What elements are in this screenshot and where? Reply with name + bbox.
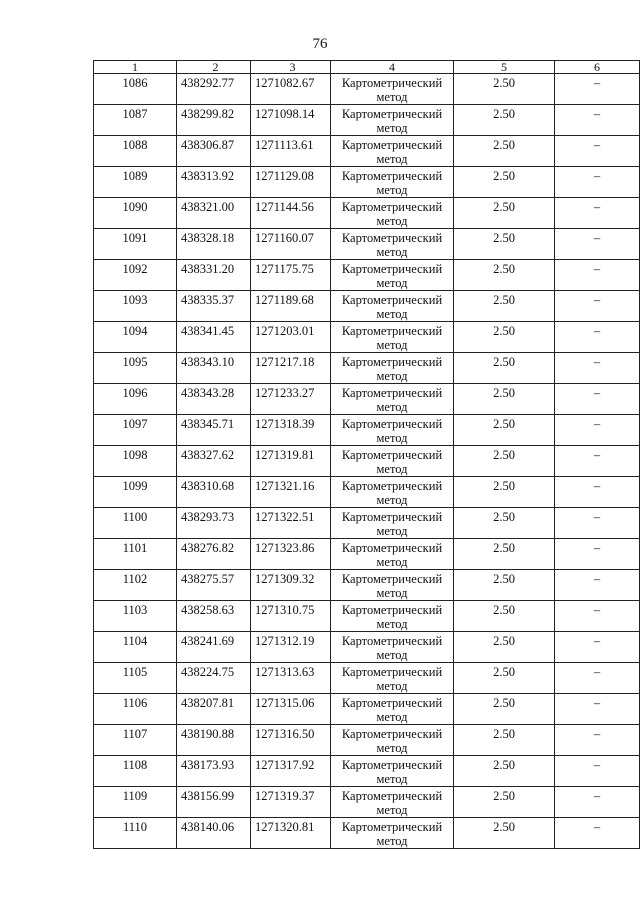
point-number-cell: 1104 <box>94 632 177 663</box>
y-coordinate-cell: 1271233.27 <box>251 384 331 415</box>
accuracy-cell: 2.50 <box>454 446 555 477</box>
method-line-2: метод <box>376 369 408 383</box>
y-coordinate-cell: 1271082.67 <box>251 74 331 105</box>
method-cell <box>331 694 454 725</box>
method-cell <box>331 818 454 849</box>
accuracy-cell: 2.50 <box>454 818 555 849</box>
point-number-cell: 1098 <box>94 446 177 477</box>
method-cell <box>331 415 454 446</box>
method-cell <box>331 725 454 756</box>
method-line-1: Картометрический <box>341 138 443 152</box>
x-coordinate-cell: 438328.18 <box>177 229 251 260</box>
y-coordinate-cell: 1271319.81 <box>251 446 331 477</box>
method-cell <box>331 508 454 539</box>
x-coordinate-cell: 438321.00 <box>177 198 251 229</box>
method-line-2: метод <box>376 214 408 228</box>
table-row <box>94 477 640 508</box>
method-cell <box>331 136 454 167</box>
method-line-2: метод <box>376 679 408 693</box>
table-row <box>94 167 640 198</box>
accuracy-cell: 2.50 <box>454 260 555 291</box>
x-coordinate-cell: 438292.77 <box>177 74 251 105</box>
y-coordinate-cell: 1271320.81 <box>251 818 331 849</box>
method-line-2: метод <box>376 462 408 476</box>
x-coordinate-cell: 438224.75 <box>177 663 251 694</box>
method-cell <box>331 756 454 787</box>
method-line-1: Картометрический <box>341 820 443 834</box>
method-line-2: метод <box>376 772 408 786</box>
y-coordinate-cell: 1271316.50 <box>251 725 331 756</box>
accuracy-cell: 2.50 <box>454 136 555 167</box>
point-number-cell: 1094 <box>94 322 177 353</box>
point-number-cell: 1110 <box>94 818 177 849</box>
method-line-1: Картометрический <box>341 324 443 338</box>
method-cell <box>331 74 454 105</box>
method-cell <box>331 353 454 384</box>
accuracy-cell: 2.50 <box>454 198 555 229</box>
method-line-1: Картометрический <box>341 262 443 276</box>
note-cell: – <box>555 105 640 136</box>
point-number-cell: 1109 <box>94 787 177 818</box>
accuracy-cell: 2.50 <box>454 353 555 384</box>
x-coordinate-cell: 438331.20 <box>177 260 251 291</box>
method-cell <box>331 663 454 694</box>
x-coordinate-cell: 438335.37 <box>177 291 251 322</box>
point-number-cell: 1093 <box>94 291 177 322</box>
y-coordinate-cell: 1271189.68 <box>251 291 331 322</box>
point-number-cell: 1106 <box>94 694 177 725</box>
y-coordinate-cell: 1271160.07 <box>251 229 331 260</box>
method-line-2: метод <box>376 245 408 259</box>
column-header: 6 <box>555 61 640 74</box>
y-coordinate-cell: 1271175.75 <box>251 260 331 291</box>
note-cell: – <box>555 198 640 229</box>
method-line-2: метод <box>376 617 408 631</box>
method-line-1: Картометрический <box>341 293 443 307</box>
note-cell: – <box>555 725 640 756</box>
accuracy-cell: 2.50 <box>454 291 555 322</box>
accuracy-cell: 2.50 <box>454 74 555 105</box>
method-line-1: Картометрический <box>341 510 443 524</box>
accuracy-cell: 2.50 <box>454 787 555 818</box>
method-cell <box>331 105 454 136</box>
note-cell: – <box>555 601 640 632</box>
method-line-2: метод <box>376 524 408 538</box>
table-row <box>94 818 640 849</box>
note-cell: – <box>555 539 640 570</box>
accuracy-cell: 2.50 <box>454 167 555 198</box>
accuracy-cell: 2.50 <box>454 663 555 694</box>
method-line-1: Картометрический <box>341 634 443 648</box>
table-header-row <box>94 61 640 74</box>
note-cell: – <box>555 508 640 539</box>
note-cell: – <box>555 229 640 260</box>
accuracy-cell: 2.50 <box>454 384 555 415</box>
table-row <box>94 322 640 353</box>
method-line-2: метод <box>376 90 408 104</box>
method-line-1: Картометрический <box>341 169 443 183</box>
method-cell <box>331 198 454 229</box>
table-row <box>94 601 640 632</box>
method-line-1: Картометрический <box>341 789 443 803</box>
accuracy-cell: 2.50 <box>454 725 555 756</box>
accuracy-cell: 2.50 <box>454 508 555 539</box>
table-row <box>94 787 640 818</box>
point-number-cell: 1096 <box>94 384 177 415</box>
note-cell: – <box>555 756 640 787</box>
x-coordinate-cell: 438140.06 <box>177 818 251 849</box>
point-number-cell: 1103 <box>94 601 177 632</box>
method-cell <box>331 167 454 198</box>
x-coordinate-cell: 438173.93 <box>177 756 251 787</box>
method-line-1: Картометрический <box>341 448 443 462</box>
method-cell <box>331 477 454 508</box>
table-row <box>94 725 640 756</box>
table-row <box>94 291 640 322</box>
method-line-1: Картометрический <box>341 200 443 214</box>
accuracy-cell: 2.50 <box>454 477 555 508</box>
x-coordinate-cell: 438276.82 <box>177 539 251 570</box>
method-cell <box>331 291 454 322</box>
point-number-cell: 1090 <box>94 198 177 229</box>
x-coordinate-cell: 438190.88 <box>177 725 251 756</box>
y-coordinate-cell: 1271313.63 <box>251 663 331 694</box>
method-line-2: метод <box>376 493 408 507</box>
table-row <box>94 756 640 787</box>
method-cell <box>331 446 454 477</box>
x-coordinate-cell: 438341.45 <box>177 322 251 353</box>
y-coordinate-cell: 1271310.75 <box>251 601 331 632</box>
method-cell <box>331 601 454 632</box>
y-coordinate-cell: 1271322.51 <box>251 508 331 539</box>
method-line-1: Картометрический <box>341 107 443 121</box>
method-line-2: метод <box>376 431 408 445</box>
method-line-2: метод <box>376 152 408 166</box>
accuracy-cell: 2.50 <box>454 570 555 601</box>
point-number-cell: 1092 <box>94 260 177 291</box>
note-cell: – <box>555 632 640 663</box>
note-cell: – <box>555 384 640 415</box>
method-line-2: метод <box>376 276 408 290</box>
note-cell: – <box>555 477 640 508</box>
accuracy-cell: 2.50 <box>454 415 555 446</box>
x-coordinate-cell: 438207.81 <box>177 694 251 725</box>
method-line-2: метод <box>376 648 408 662</box>
column-header: 1 <box>94 61 177 74</box>
page-number: 76 <box>312 36 328 52</box>
method-line-1: Картометрический <box>341 76 443 90</box>
accuracy-cell: 2.50 <box>454 229 555 260</box>
point-number-cell: 1107 <box>94 725 177 756</box>
x-coordinate-cell: 438343.10 <box>177 353 251 384</box>
y-coordinate-cell: 1271098.14 <box>251 105 331 136</box>
point-number-cell: 1101 <box>94 539 177 570</box>
method-line-2: метод <box>376 555 408 569</box>
table-body <box>94 74 640 849</box>
method-line-1: Картометрический <box>341 355 443 369</box>
table-row <box>94 74 640 105</box>
y-coordinate-cell: 1271323.86 <box>251 539 331 570</box>
accuracy-cell: 2.50 <box>454 539 555 570</box>
point-number-cell: 1088 <box>94 136 177 167</box>
point-number-cell: 1099 <box>94 477 177 508</box>
y-coordinate-cell: 1271113.61 <box>251 136 331 167</box>
coordinates-table <box>93 60 640 849</box>
table-row <box>94 663 640 694</box>
note-cell: – <box>555 415 640 446</box>
table-row <box>94 229 640 260</box>
note-cell: – <box>555 818 640 849</box>
accuracy-cell: 2.50 <box>454 632 555 663</box>
table-row <box>94 260 640 291</box>
method-line-2: метод <box>376 121 408 135</box>
x-coordinate-cell: 438241.69 <box>177 632 251 663</box>
x-coordinate-cell: 438345.71 <box>177 415 251 446</box>
table-row <box>94 353 640 384</box>
note-cell: – <box>555 353 640 384</box>
table-row <box>94 446 640 477</box>
method-line-2: метод <box>376 338 408 352</box>
note-cell: – <box>555 694 640 725</box>
method-line-1: Картометрический <box>341 727 443 741</box>
table-row <box>94 198 640 229</box>
method-line-1: Картометрический <box>341 479 443 493</box>
point-number-cell: 1087 <box>94 105 177 136</box>
method-line-2: метод <box>376 307 408 321</box>
point-number-cell: 1086 <box>94 74 177 105</box>
method-line-2: метод <box>376 803 408 817</box>
method-line-2: метод <box>376 586 408 600</box>
method-cell <box>331 229 454 260</box>
y-coordinate-cell: 1271315.06 <box>251 694 331 725</box>
x-coordinate-cell: 438310.68 <box>177 477 251 508</box>
column-header: 3 <box>251 61 331 74</box>
y-coordinate-cell: 1271203.01 <box>251 322 331 353</box>
point-number-cell: 1108 <box>94 756 177 787</box>
method-line-2: метод <box>376 183 408 197</box>
method-line-1: Картометрический <box>341 541 443 555</box>
table-row <box>94 570 640 601</box>
y-coordinate-cell: 1271217.18 <box>251 353 331 384</box>
y-coordinate-cell: 1271317.92 <box>251 756 331 787</box>
method-line-1: Картометрический <box>341 417 443 431</box>
y-coordinate-cell: 1271321.16 <box>251 477 331 508</box>
method-line-2: метод <box>376 400 408 414</box>
method-line-1: Картометрический <box>341 386 443 400</box>
method-cell <box>331 787 454 818</box>
method-cell <box>331 322 454 353</box>
note-cell: – <box>555 787 640 818</box>
point-number-cell: 1100 <box>94 508 177 539</box>
column-header: 5 <box>454 61 555 74</box>
y-coordinate-cell: 1271318.39 <box>251 415 331 446</box>
method-line-1: Картометрический <box>341 665 443 679</box>
method-line-1: Картометрический <box>341 603 443 617</box>
note-cell: – <box>555 663 640 694</box>
accuracy-cell: 2.50 <box>454 694 555 725</box>
note-cell: – <box>555 74 640 105</box>
accuracy-cell: 2.50 <box>454 756 555 787</box>
accuracy-cell: 2.50 <box>454 601 555 632</box>
method-cell <box>331 384 454 415</box>
accuracy-cell: 2.50 <box>454 322 555 353</box>
method-cell <box>331 539 454 570</box>
x-coordinate-cell: 438258.63 <box>177 601 251 632</box>
x-coordinate-cell: 438343.28 <box>177 384 251 415</box>
note-cell: – <box>555 322 640 353</box>
point-number-cell: 1089 <box>94 167 177 198</box>
method-line-1: Картометрический <box>341 696 443 710</box>
note-cell: – <box>555 291 640 322</box>
x-coordinate-cell: 438156.99 <box>177 787 251 818</box>
point-number-cell: 1105 <box>94 663 177 694</box>
note-cell: – <box>555 136 640 167</box>
table-row <box>94 632 640 663</box>
y-coordinate-cell: 1271309.32 <box>251 570 331 601</box>
point-number-cell: 1097 <box>94 415 177 446</box>
y-coordinate-cell: 1271312.19 <box>251 632 331 663</box>
table-row <box>94 136 640 167</box>
x-coordinate-cell: 438299.82 <box>177 105 251 136</box>
y-coordinate-cell: 1271319.37 <box>251 787 331 818</box>
method-cell <box>331 260 454 291</box>
column-header: 2 <box>177 61 251 74</box>
method-cell <box>331 570 454 601</box>
table-row <box>94 105 640 136</box>
method-cell <box>331 632 454 663</box>
x-coordinate-cell: 438306.87 <box>177 136 251 167</box>
table-row <box>94 384 640 415</box>
method-line-1: Картометрический <box>341 572 443 586</box>
table-row <box>94 539 640 570</box>
point-number-cell: 1091 <box>94 229 177 260</box>
note-cell: – <box>555 570 640 601</box>
table-row <box>94 694 640 725</box>
method-line-2: метод <box>376 710 408 724</box>
note-cell: – <box>555 446 640 477</box>
note-cell: – <box>555 260 640 291</box>
method-line-1: Картометрический <box>341 758 443 772</box>
table-row <box>94 415 640 446</box>
x-coordinate-cell: 438293.73 <box>177 508 251 539</box>
y-coordinate-cell: 1271144.56 <box>251 198 331 229</box>
point-number-cell: 1102 <box>94 570 177 601</box>
note-cell: – <box>555 167 640 198</box>
method-line-2: метод <box>376 741 408 755</box>
x-coordinate-cell: 438275.57 <box>177 570 251 601</box>
column-header: 4 <box>331 61 454 74</box>
point-number-cell: 1095 <box>94 353 177 384</box>
method-line-1: Картометрический <box>341 231 443 245</box>
x-coordinate-cell: 438313.92 <box>177 167 251 198</box>
y-coordinate-cell: 1271129.08 <box>251 167 331 198</box>
method-line-2: метод <box>376 834 408 848</box>
accuracy-cell: 2.50 <box>454 105 555 136</box>
table-row <box>94 508 640 539</box>
x-coordinate-cell: 438327.62 <box>177 446 251 477</box>
